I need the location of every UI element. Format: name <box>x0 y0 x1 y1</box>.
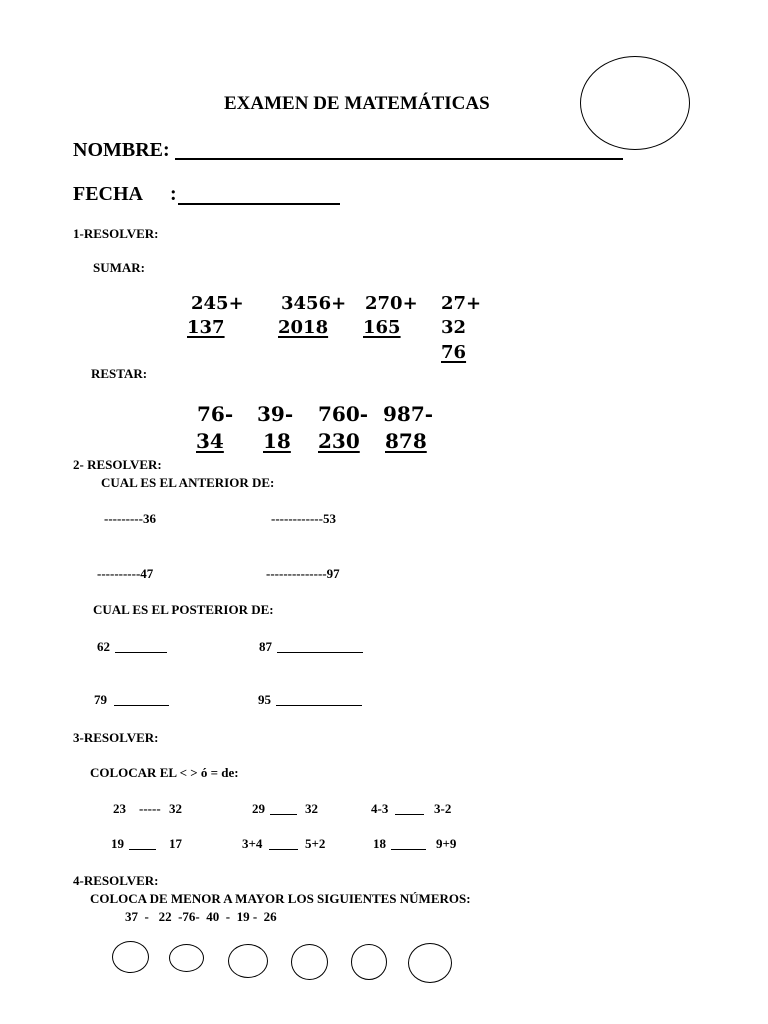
fecha-label: FECHA <box>73 183 143 205</box>
anterior-item-1[interactable]: ---------36 <box>104 511 156 526</box>
exam-title: EXAMEN DE MATEMÁTICAS <box>224 93 490 114</box>
anterior-item-3[interactable]: ----------47 <box>97 566 154 581</box>
compare-2-left: 29 <box>252 801 265 816</box>
posterior-blank-3[interactable] <box>114 705 169 706</box>
corner-oval <box>580 56 690 150</box>
sum4-middle: 32 <box>441 317 467 338</box>
compare-3-right: 3-2 <box>434 801 452 816</box>
sum3-top: 270+ <box>365 293 418 314</box>
posterior-item-1: 62 <box>97 639 110 654</box>
rest3-top: 760- <box>318 402 369 426</box>
sum3-bottom: 165 <box>363 317 401 338</box>
fecha-field[interactable] <box>178 203 340 205</box>
rest1-top: 76- <box>197 402 234 426</box>
answer-circle-2[interactable] <box>169 944 204 972</box>
restar-label: RESTAR: <box>91 366 148 381</box>
compare-6-left: 18 <box>373 836 386 851</box>
compare-2-blank[interactable] <box>270 814 297 815</box>
compare-1-left: 23 <box>113 801 126 816</box>
compare-6-right: 9+9 <box>436 836 457 851</box>
compare-1-right: 32 <box>169 801 182 816</box>
compare-1-sep[interactable]: ----- <box>139 801 161 816</box>
compare-4-right: 17 <box>169 836 182 851</box>
posterior-blank-4[interactable] <box>276 705 362 706</box>
anterior-label: CUAL ES EL ANTERIOR DE: <box>101 475 275 490</box>
sum4-top: 27+ <box>441 293 482 314</box>
posterior-item-3: 79 <box>94 692 107 707</box>
sum2-top: 3456+ <box>281 293 347 314</box>
sumar-label: SUMAR: <box>93 260 145 275</box>
compare-4-blank[interactable] <box>129 849 156 850</box>
sum1-bottom: 137 <box>187 317 225 338</box>
rest4-bottom: 878 <box>385 429 427 453</box>
section4-instruction: COLOCA DE MENOR A MAYOR LOS SIGUIENTES NÚMEROS: <box>90 891 471 906</box>
fecha-colon: : <box>170 183 177 205</box>
rest3-bottom: 230 <box>318 429 360 453</box>
rest1-bottom: 34 <box>196 429 224 453</box>
compare-5-blank[interactable] <box>269 849 298 850</box>
compare-3-blank[interactable] <box>395 814 424 815</box>
sum2-bottom: 2018 <box>278 317 329 338</box>
compare-5-right: 5+2 <box>305 836 326 851</box>
nombre-field[interactable] <box>175 158 623 160</box>
anterior-item-2[interactable]: ------------53 <box>271 511 336 526</box>
compare-3-left: 4-3 <box>371 801 389 816</box>
answer-circle-1[interactable] <box>112 941 149 973</box>
rest2-bottom: 18 <box>263 429 291 453</box>
posterior-item-4: 95 <box>258 692 271 707</box>
compare-5-left: 3+4 <box>242 836 263 851</box>
compare-2-right: 32 <box>305 801 318 816</box>
answer-circle-5[interactable] <box>351 944 387 980</box>
section1-heading: 1-RESOLVER: <box>73 226 159 241</box>
compare-6-blank[interactable] <box>391 849 426 850</box>
sum4-bottom: 76 <box>441 342 467 363</box>
section3-instruction: COLOCAR EL < > ó = de: <box>90 765 239 780</box>
answer-circle-6[interactable] <box>408 943 452 983</box>
section2-heading: 2- RESOLVER: <box>73 457 162 472</box>
posterior-blank-1[interactable] <box>115 652 167 653</box>
section4-heading: 4-RESOLVER: <box>73 873 159 888</box>
nombre-label: NOMBRE: <box>73 139 170 161</box>
rest4-top: 987- <box>383 402 434 426</box>
answer-circle-4[interactable] <box>291 944 328 980</box>
posterior-item-2: 87 <box>259 639 272 654</box>
sum1-top: 245+ <box>191 293 244 314</box>
posterior-label: CUAL ES EL POSTERIOR DE: <box>93 602 274 617</box>
rest2-top: 39- <box>257 402 294 426</box>
section3-heading: 3-RESOLVER: <box>73 730 159 745</box>
section4-numbers: 37 - 22 -76- 40 - 19 - 26 <box>125 909 277 924</box>
compare-4-left: 19 <box>111 836 124 851</box>
anterior-item-4[interactable]: --------------97 <box>266 566 340 581</box>
posterior-blank-2[interactable] <box>277 652 363 653</box>
answer-circle-3[interactable] <box>228 944 268 978</box>
